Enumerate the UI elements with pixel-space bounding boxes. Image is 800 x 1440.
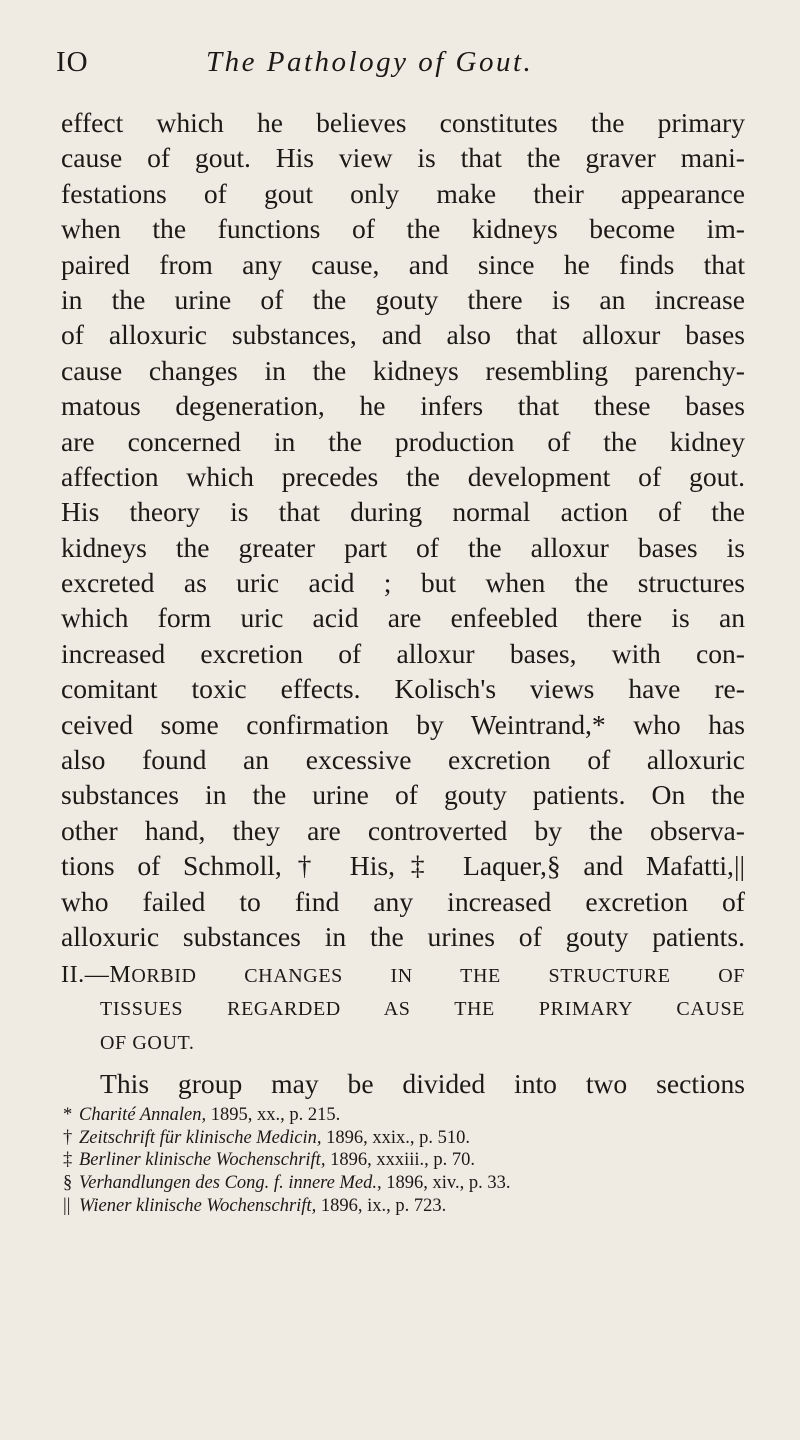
body-line: which form uric acid are enfeebled there is an xyxy=(61,602,745,634)
body-line: when the functions of the kidneys become im- xyxy=(61,213,745,245)
footnote xyxy=(61,1149,745,1172)
footnote xyxy=(61,1104,745,1127)
body-line: comitant toxic effects. Kolisch's views have re- xyxy=(61,673,745,705)
footnote-source: Zeitschrift für klinische Medicin, xyxy=(79,1127,322,1148)
section-heading xyxy=(61,958,745,1060)
body-line: cause of gout. His view is that the graver mani- xyxy=(61,142,745,174)
footnote-details: 1896, ix., p. 723. xyxy=(316,1195,447,1216)
running-title: The Pathology of Gout. xyxy=(206,46,534,78)
body-continuation xyxy=(61,1066,745,1101)
body-line: paired from any cause, and since he finds that xyxy=(61,248,745,280)
footnote-details: 1896, xxxiii., p. 70. xyxy=(325,1150,475,1171)
footnote-source: Verhandlungen des Cong. f. innere Med., xyxy=(79,1173,382,1194)
body-line: cause changes in the kidneys resembling parenchy- xyxy=(61,354,745,386)
body-line: This group may be divided into two sections xyxy=(100,1068,745,1100)
footnote-source: Berliner klinische Wochenschrift, xyxy=(79,1150,326,1171)
footnote-mark: * xyxy=(63,1104,73,1125)
footnote-details: 1895, xx., p. 215. xyxy=(206,1104,341,1125)
page-number: IO xyxy=(56,46,89,78)
body-line: kidneys the greater part of the alloxur bases is xyxy=(61,531,745,563)
body-line: also found an excessive excretion of alloxuric xyxy=(61,744,745,776)
body-line: ceived some confirmation by Weintrand,* who has xyxy=(61,708,745,740)
body-line: matous degeneration, he infers that these bases xyxy=(61,390,745,422)
footnote-details: 1896, xiv., p. 33. xyxy=(381,1173,511,1194)
footnote xyxy=(61,1127,745,1150)
body-line: increased excretion of alloxur bases, with con- xyxy=(61,637,745,669)
body-line: festations of gout only make their appearance xyxy=(61,177,745,209)
body-line: tions of Schmoll,† His,‡ Laquer,§ and Mafatti,|| xyxy=(61,850,745,882)
footnote-mark: || xyxy=(63,1195,71,1216)
body-line: substances in the urine of gouty patients. On the xyxy=(61,779,745,811)
body-line: of alloxuric substances, and also that alloxur bases xyxy=(61,319,745,351)
footnote-source: Charité Annalen, xyxy=(79,1104,207,1125)
footnote xyxy=(61,1195,745,1218)
body-line: excreted as uric acid ; but when the structures xyxy=(61,567,745,599)
body-line: effect which he believes constitutes the primary xyxy=(61,107,745,138)
body-line: affection which precedes the development of gout. xyxy=(61,460,745,492)
body-text xyxy=(61,105,745,1218)
body-line: in the urine of the gouty there is an increase xyxy=(61,283,745,315)
footnote-mark: § xyxy=(63,1173,73,1194)
section-heading-line: TISSUES REGARDED AS THE PRIMARY CAUSE xyxy=(100,998,745,1021)
body-line: other hand, they are controverted by the observa- xyxy=(61,814,745,846)
body-line: His theory is that during normal action of the xyxy=(61,496,745,528)
footnote-mark: † xyxy=(63,1127,73,1148)
running-head xyxy=(56,46,744,86)
footnote xyxy=(61,1172,745,1195)
body-line: alloxuric substances in the urines of gouty patients. xyxy=(61,920,745,952)
footnotes xyxy=(61,1104,745,1218)
footnote-mark: ‡ xyxy=(63,1150,73,1171)
section-heading-line: OF GOUT. xyxy=(100,1032,195,1055)
section-heading-line: II.—MORBID CHANGES IN THE STRUCTURE OF xyxy=(61,962,745,989)
body-line: who failed to find any increased excretion of xyxy=(61,885,745,917)
footnote-details: 1896, xxix., p. 510. xyxy=(321,1127,471,1148)
body-line: are concerned in the production of the kidney xyxy=(61,425,745,457)
footnote-source: Wiener klinische Wochenschrift, xyxy=(79,1195,317,1216)
